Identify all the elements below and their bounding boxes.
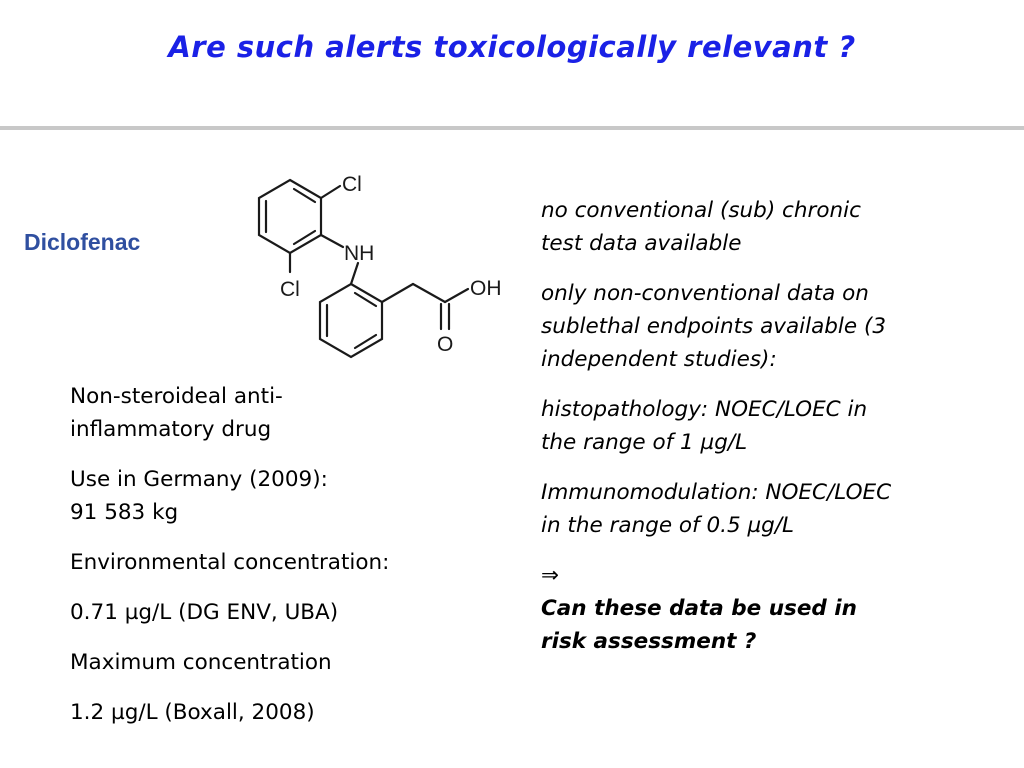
title-divider (0, 126, 1024, 130)
finding-immunomodulation: Immunomodulation: NOEC/LOEC in the range of 0.5 µg/L (541, 480, 892, 538)
upper-ring (259, 180, 321, 253)
left-facts-column (70, 380, 490, 746)
fact-maximum-concentration-label: Maximum concentration (70, 650, 332, 675)
finding-no-conventional-data: no conventional (sub) chronic test data available (541, 198, 861, 256)
implies-arrow-icon: ⇒ (541, 563, 560, 588)
drug-name-label: Diclofenac (24, 229, 141, 255)
fact-environmental-concentration-label: Environmental concentration: (70, 550, 390, 575)
fact-maximum-concentration-value: 1.2 µg/L (Boxall, 2008) (70, 700, 315, 725)
fact-environmental-concentration-value: 0.71 µg/L (DG ENV, UBA) (70, 600, 339, 625)
conclusion-question: ⇒ Can these data be used in risk assessment ? (541, 559, 981, 658)
oxygen-label: O (437, 333, 454, 356)
hydroxyl-label: OH (470, 277, 502, 300)
nh-label: NH (344, 242, 375, 265)
fact-usage-germany: Use in Germany (2009): 91 583 kg (70, 467, 328, 525)
chlorine-bottom-label: Cl (280, 278, 300, 301)
slide-title: Are such alerts toxicologically relevant ? (168, 30, 856, 64)
right-findings-column (541, 194, 981, 675)
chlorine-top-label: Cl (342, 173, 362, 196)
finding-histopathology: histopathology: NOEC/LOEC in the range of 1 µg/L (541, 397, 868, 455)
lower-ring (320, 284, 382, 357)
diclofenac-structure-diagram (240, 165, 530, 365)
finding-non-conventional-data: only non-conventional data on sublethal endpoints available (3 independent studies): (541, 281, 887, 372)
fact-drug-class: Non-steroideal anti- inflammatory drug (70, 384, 283, 442)
